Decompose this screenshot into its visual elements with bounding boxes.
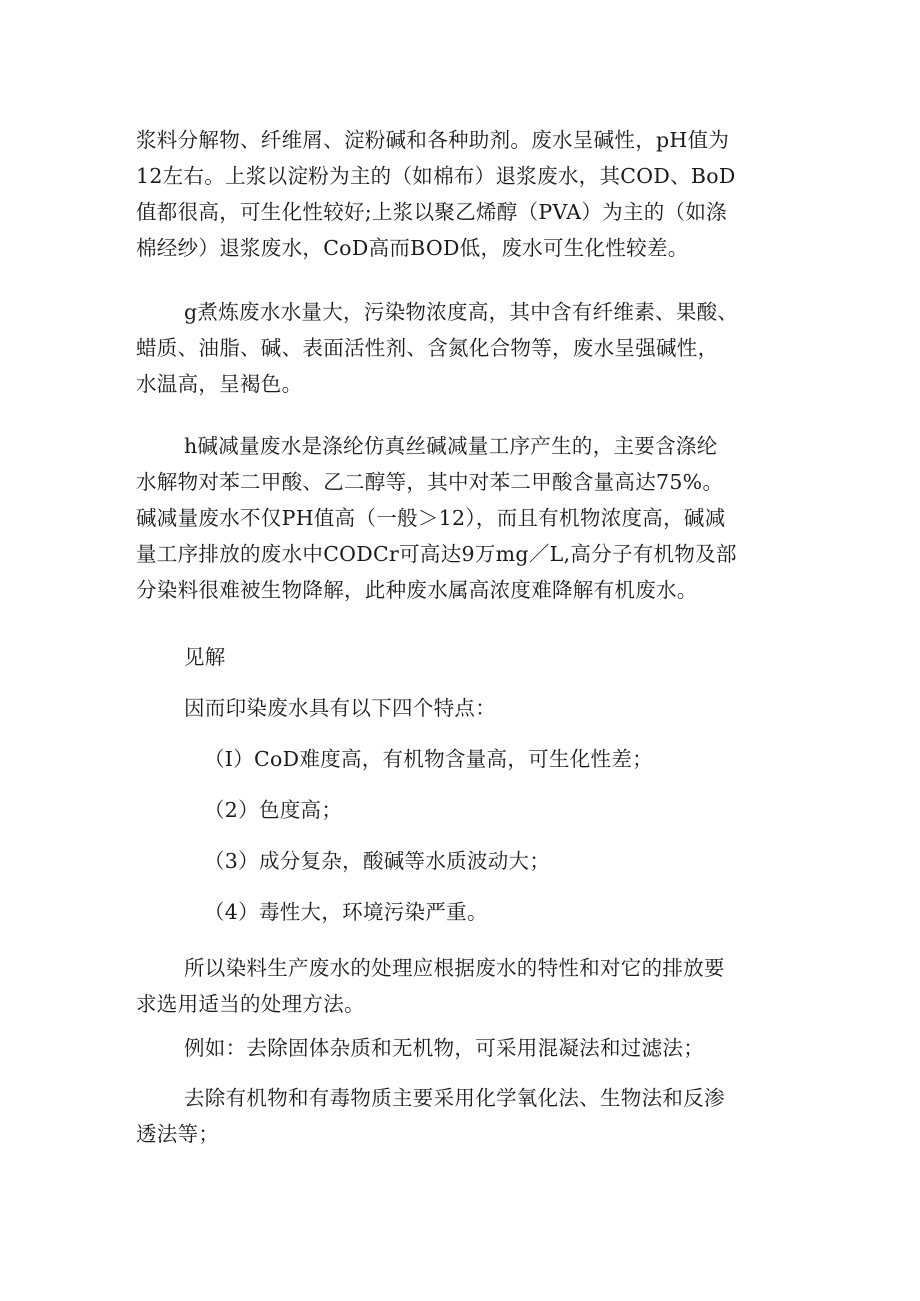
text-line: 棉经纱）退浆废水，CoD高而BOD低，废水可生化性较差。: [136, 236, 689, 260]
text-line: （3）成分复杂，酸碱等水质波动大；: [204, 849, 551, 873]
text-line: 所以染料生产废水的处理应根据废水的特性和对它的排放要: [184, 956, 725, 980]
text-line: 见解: [184, 645, 226, 669]
text-line: 碱减量废水不仅PH值高（一般＞12），而且有机物浓度高，碱减: [136, 506, 726, 530]
list-item-characteristic-2: [136, 792, 816, 828]
text-line: （4）毒性大，环境污染严重。: [204, 900, 488, 924]
text-line: g煮炼废水水量大，污染物浓度高，其中含有纤维素、果酸、: [184, 300, 739, 324]
text-line: 透法等；: [136, 1122, 220, 1146]
text-line: 水温高，呈褐色。: [136, 372, 303, 396]
text-line: （I）CoD难度高，有机物含量高，可生化性差；: [204, 747, 653, 771]
text-line: 例如：去除固体杂质和无机物，可采用混凝法和过滤法；: [184, 1036, 704, 1060]
text-line: 去除有机物和有毒物质主要采用化学氧化法、生物法和反渗: [184, 1086, 725, 1110]
paragraph-desizing-wastewater: [136, 122, 816, 266]
paragraph-scouring-wastewater: [136, 294, 816, 402]
text-line: 浆料分解物、纤维屑、淀粉碱和各种助剂。废水呈碱性，pH值为: [136, 128, 730, 152]
list-item-characteristic-1: [136, 741, 816, 777]
list-item-characteristic-4: [136, 894, 816, 930]
text-line: 分染料很难被生物降解，此种废水属高浓度难降解有机废水。: [136, 578, 698, 602]
text-line: （2）色度高；: [204, 798, 343, 822]
text-line: 蜡质、油脂、碱、表面活性剂、含氮化合物等，废水呈强碱性，: [136, 336, 719, 360]
paragraph-four-characteristics-intro: [136, 690, 816, 726]
text-line: h碱减量废水是涤纶仿真丝碱减量工序产生的，主要含涤纶: [184, 434, 718, 458]
text-line: 值都很高，可生化性较好;上浆以聚乙烯醇（PVA）为主的（如涤: [136, 200, 727, 224]
paragraph-organics-removal: [136, 1080, 816, 1152]
list-item-characteristic-3: [136, 843, 816, 879]
text-line: 量工序排放的废水中CODCr可高达9万mg／L,高分子有机物及部: [136, 542, 737, 566]
text-line: 求选用适当的处理方法。: [136, 992, 365, 1016]
text-line: 12左右。上浆以淀粉为主的（如棉布）退浆废水，其COD、BoD: [136, 164, 736, 188]
paragraph-alkali-reduction-wastewater: [136, 428, 816, 608]
text-line: 因而印染废水具有以下四个特点：: [184, 696, 496, 720]
paragraph-example-solids-removal: [136, 1030, 816, 1066]
text-line: 水解物对苯二甲酸、乙二醇等，其中对苯二甲酸含量高达75%。: [136, 470, 724, 494]
paragraph-treatment-selection: [136, 950, 816, 1022]
paragraph-heading-jianjie: [136, 639, 816, 675]
